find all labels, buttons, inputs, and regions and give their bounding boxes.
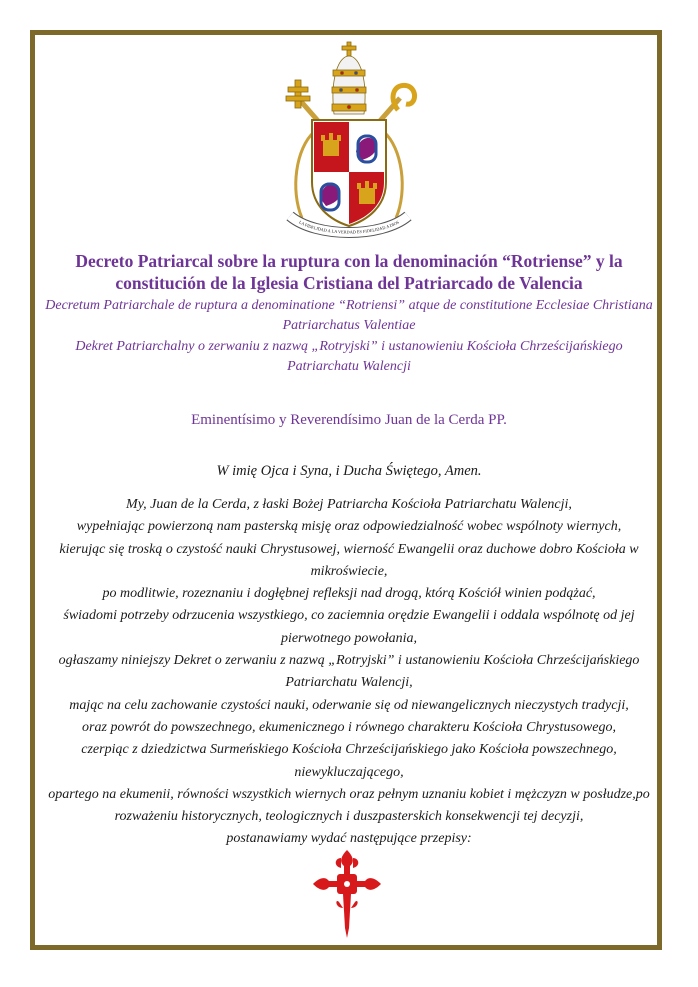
body-paragraph: My, Juan de la Cerda, z łaski Bożej Patriarcha Kościoła Patriarchatu Walencji, [126, 497, 572, 512]
body-paragraph: wypełniając powierzoną nam pasterską misję oraz odpowiedzialność wobec wspólnoty wiernych, [76, 519, 622, 535]
body-paragraph: opartego na ekumenii, równości wszystkich wiernych oraz pełnym uznaniu kobiet i mężczyzn w posłudze,po rozważeniu historycznych, teologicznych i duszpasterskich konsekwencji tej decyzji, [48, 786, 650, 825]
body-paragraph: postanawiamy wydać następujące przepisy: [226, 831, 472, 847]
decree-title-spanish: Decreto Patriarcal sobre la ruptura con la denominación “Rotriense” y la constitución de la Iglesia Cristiana del Patriarcado de Valencia [75, 251, 623, 293]
decree-title-latin: Decretum Patriarchale de ruptura a denominatione “Rotriensi” atque de constitutione Ecclesiae Christiana Patriarchatus Valentiae [45, 298, 653, 333]
decree-title-polish: Dekret Patriarchalny o zerwaniu z nazwą „Rotryjski” i ustanowieniu Kościoła Chrześcijańskiego Patriarchatu Walencji [75, 339, 623, 374]
invocation: W imię Ojca i Syna, i Ducha Świętego, Amen. [216, 463, 482, 479]
body-paragraph: czerpiąc z dziedzictwa Surmeńskiego Kościoła Chrześcijańskiego jako Kościoła powszechnego, niewykluczającego, [81, 742, 617, 780]
cross-of-saint-james-icon [311, 848, 383, 940]
motto-text: LA FIDELIDAD A LA VERDAD ES FIDELIDAD A DIOS [298, 219, 400, 235]
coat-of-arms-emblem [276, 40, 422, 246]
decree-author: Eminentísimo y Reverendísimo Juan de la Cerda PP. [191, 412, 507, 428]
body-paragraph: po modlitwie, rozeznaniu i dogłębnej refleksji nad drogą, którą Kościół winien podążać, [102, 586, 596, 602]
body-paragraph: ogłaszamy niniejszy Dekret o zerwaniu z nazwą „Rotryjski” i ustanowieniu Kościoła Chrześcijańskiego Patriarchatu Walencji, [58, 653, 640, 691]
body-paragraph: świadomi potrzeby odrzucenia wszystkiego, co zaciemnia orędzie Ewangelii i oddala wspólnotę od jej pierwotnego powołania, [63, 608, 635, 646]
body-paragraph: oraz powrót do powszechnego, ekumenicznego i równego charakteru Kościoła Chrystusowego, [82, 719, 616, 735]
body-paragraph: mając na celu zachowanie czystości nauki, oderwanie się od niewangelicznych nieczystych tradycji, [69, 697, 629, 713]
body-paragraph: kierując się troską o czystość nauki Chrystusowej, wierność Ewangelii oraz duchowe dobro Kościoła w mikroświecie, [59, 541, 639, 579]
decree-body [36, 494, 662, 851]
